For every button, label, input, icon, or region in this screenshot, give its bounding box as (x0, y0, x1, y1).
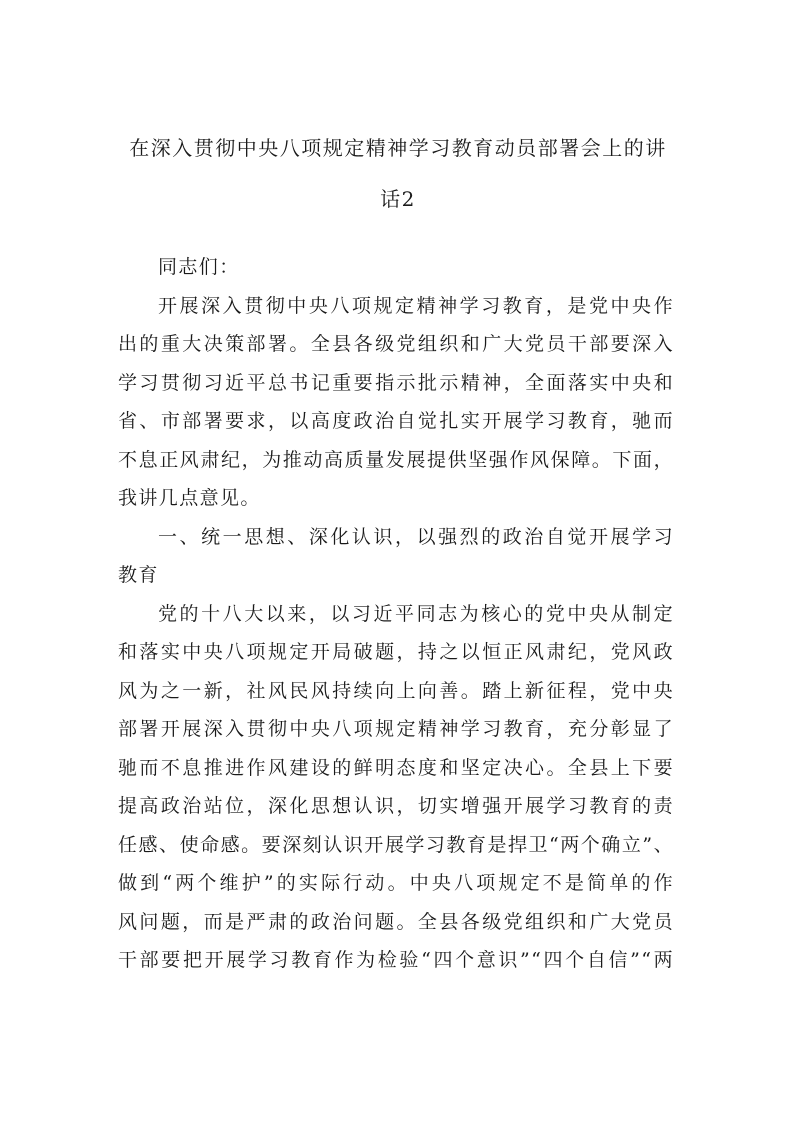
text-line: 开展深入贯彻中央八项规定精神学习教育，是党中央作 (158, 294, 674, 317)
text-line: 和落实中央八项规定开局破题，持之以恒正风肃纪，党风政 (118, 641, 674, 663)
text-line: 干部要把开展学习教育作为检验“四个意识”“四个自信”“两 (118, 949, 674, 971)
text-line: 教育 (118, 564, 159, 586)
text-line: 风为之一新，社风民风持续向上向善。踏上新征程，党中央 (118, 679, 674, 702)
text-line: 省、市部署要求，以高度政治自觉扎实开展学习教育，驰而 (118, 410, 674, 432)
document-body (118, 248, 674, 980)
text-line: 学习贯彻习近平总书记重要指示批示精神，全面落实中央和 (118, 371, 674, 394)
text-line: 任感、使命感。要深刻认识开展学习教育是捍卫“两个确立”、 (118, 833, 674, 856)
text-line: 出的重大决策部署。全县各级党组织和广大党员干部要深入 (118, 333, 674, 355)
text-line: 驰而不息推进作风建设的鲜明态度和坚定决心。全县上下要 (118, 756, 674, 779)
text-line: 做到“两个维护”的实际行动。中央八项规定不是简单的作 (118, 872, 674, 894)
text-line: 风问题，而是严肃的政治问题。全县各级党组织和广大党员 (118, 910, 674, 933)
text-line: 党的十八大以来，以习近平同志为核心的党中央从制定 (158, 602, 674, 625)
text-line: 我讲几点意见。 (118, 487, 261, 509)
text-line: 提高政治站位，深化思想认识，切实增强开展学习教育的责 (118, 795, 674, 817)
document-title-line-2: 话2 (380, 187, 416, 211)
document-title-line-1: 在深入贯彻中央八项规定精神学习教育动员部署会上的讲 (129, 136, 667, 160)
text-line: 不息正风肃纪，为推动高质量发展提供坚强作风保障。下面， (118, 448, 674, 471)
text-line: 部署开展深入贯彻中央八项规定精神学习教育，充分彰显了 (118, 718, 674, 740)
text-line: 同志们： (158, 256, 240, 278)
text-line: 一、统一思想、深化认识，以强烈的政治自觉开展学习 (158, 525, 674, 548)
